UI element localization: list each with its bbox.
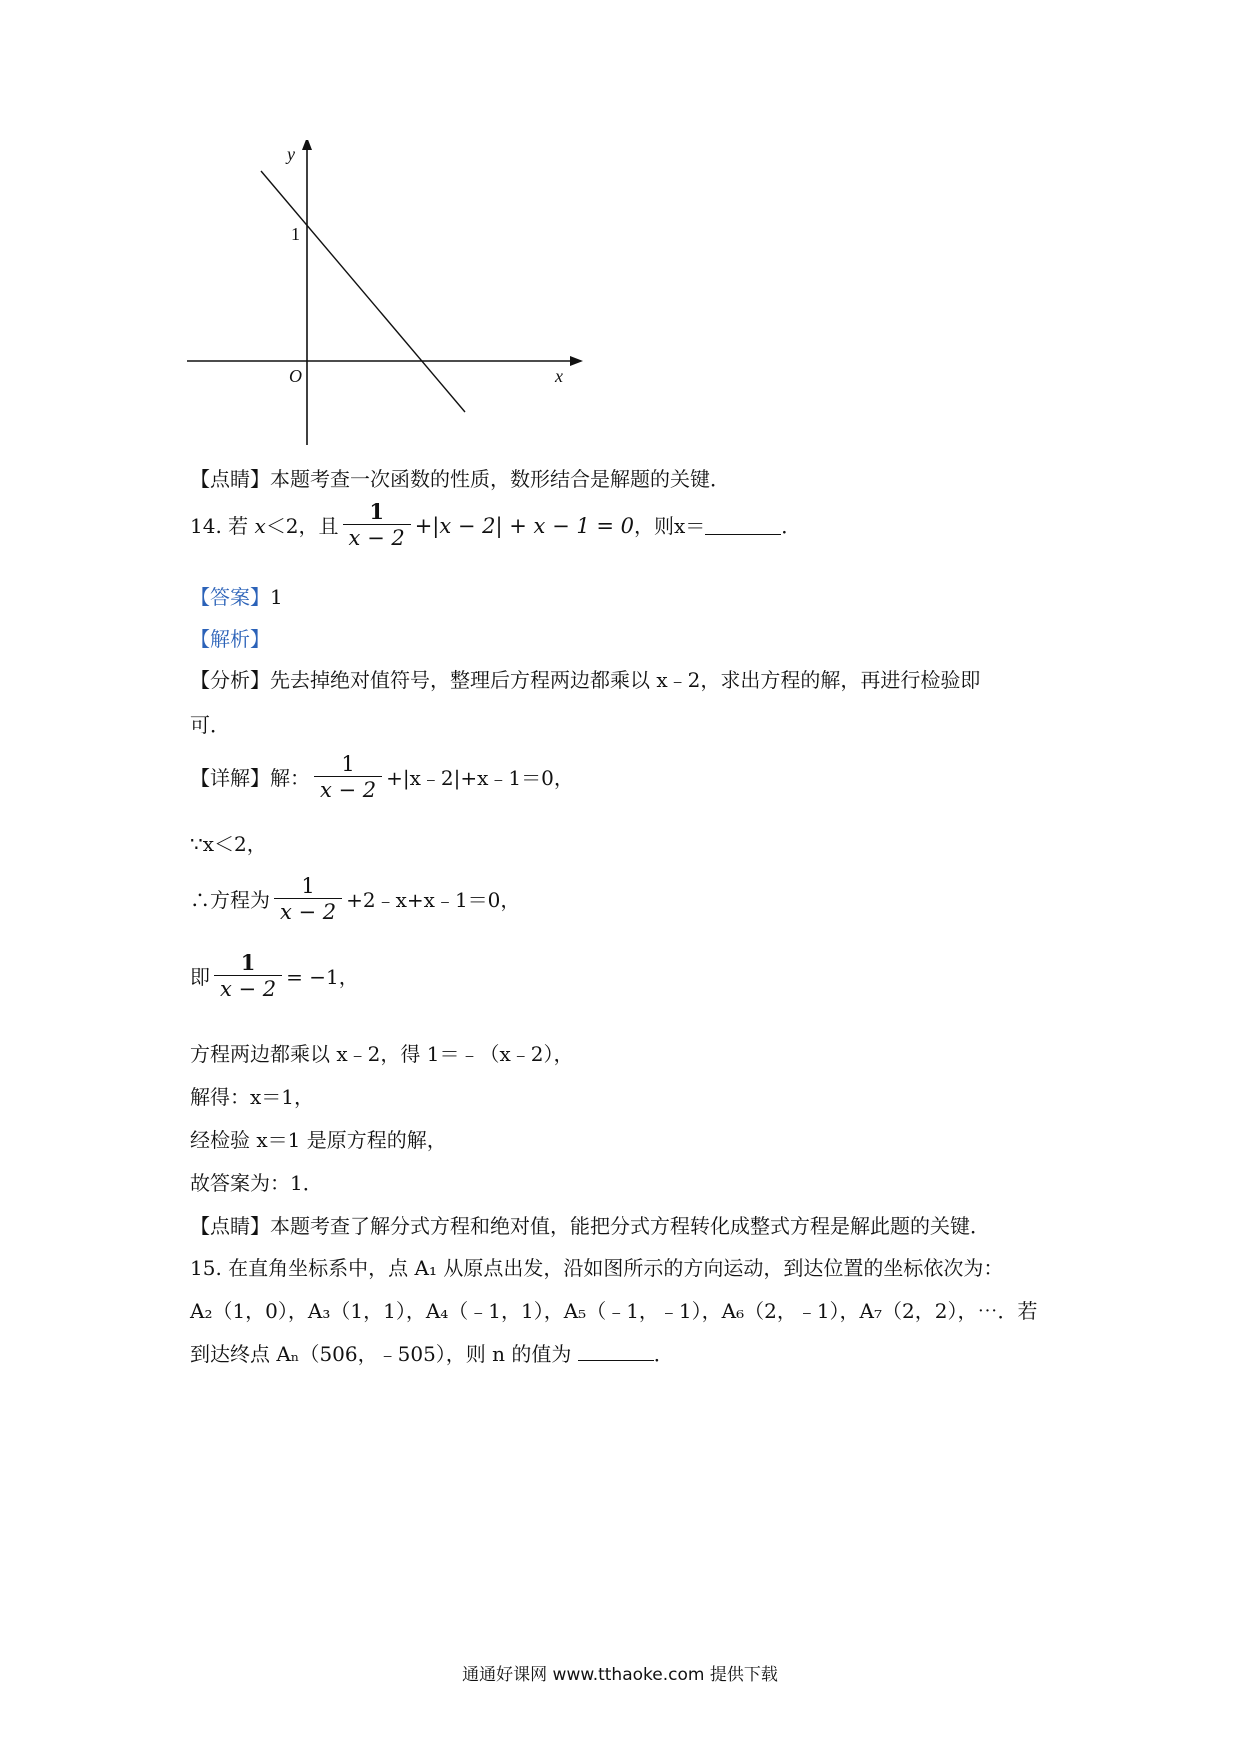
xiangjie-fraction	[314, 752, 382, 803]
fenxi-line-1: 【分析】先去掉绝对值符号，整理后方程两边都乘以 x﹣2，求出方程的解，再进行检验即	[190, 668, 981, 692]
ji-frac-den: x − 2	[220, 977, 277, 1001]
step-answer: 故答案为：1．	[190, 1171, 323, 1195]
answer-value: 1	[270, 585, 283, 609]
jiexi-tag: 【解析】	[190, 627, 270, 651]
xiangjie-frac-den: x − 2	[320, 778, 377, 802]
question-14	[190, 500, 801, 551]
step-multiply: 方程两边都乘以 x﹣2，得 1＝﹣（x﹣2），	[190, 1042, 574, 1066]
ji-line	[190, 951, 359, 1002]
ji-frac-num: 1	[240, 950, 256, 975]
therefore-rest: +2﹣x+x﹣1＝0，	[346, 887, 521, 912]
because-line: ∵x＜2，	[190, 832, 267, 856]
step-check: 经检验 x＝1 是原方程的解，	[190, 1128, 447, 1152]
q14-answer-blank	[705, 516, 781, 535]
q14-cond-var: x	[254, 513, 266, 538]
therefore-frac-num: 1	[301, 874, 315, 898]
y-axis-arrow	[302, 140, 312, 150]
therefore-pre: ∴方程为	[190, 887, 270, 912]
ji-fraction	[214, 951, 282, 1002]
xiangjie-frac-num: 1	[341, 752, 355, 776]
xiangjie-line	[190, 752, 574, 803]
therefore-frac-den: x − 2	[280, 900, 337, 924]
q15-line-3-pre: 到达终点 Aₙ（506，﹣505），则 n 的值为	[190, 1342, 572, 1366]
therefore-line	[190, 874, 520, 925]
line-graph	[185, 140, 585, 450]
q14-pre: 若	[228, 513, 249, 538]
x-axis-arrow	[570, 356, 583, 366]
q14-fraction	[343, 500, 411, 551]
q14-xeq: x＝	[674, 513, 706, 538]
ji-pre: 即	[190, 964, 210, 989]
q15-line-2: A₂（1，0），A₃（1，1），A₄（﹣1，1），A₅（﹣1，﹣1），A₆（2，﹣1），A₇（2，2），⋯．若	[190, 1299, 1038, 1323]
dianjing-13: 【点睛】本题考查一次函数的性质，数形结合是解题的关键．	[190, 467, 730, 491]
ji-rest: = −1，	[286, 964, 359, 989]
q14-lt: ＜2，且	[265, 513, 339, 538]
answer-tag: 【答案】	[190, 585, 270, 609]
q15-line-3-end: ．	[653, 1342, 674, 1366]
fenxi-line-2: 可．	[190, 713, 230, 737]
q15-line-1: 15. 在直角坐标系中，点 A₁ 从原点出发，沿如图所示的方向运动，到达位置的坐标依次为：	[190, 1256, 1004, 1280]
q15-line-3	[190, 1340, 674, 1368]
answer-line	[190, 583, 283, 611]
q15-answer-blank	[578, 1342, 654, 1361]
q14-number: 14.	[190, 513, 222, 538]
q14-then: ，则	[634, 513, 675, 538]
xiangjie-rest: +|x﹣2|+x﹣1＝0，	[386, 765, 574, 790]
x-axis-label: x	[555, 366, 563, 386]
therefore-fraction	[274, 874, 342, 925]
dianjing-14: 【点睛】本题考查了解分式方程和绝对值，能把分式方程转化成整式方程是解此题的关键．	[190, 1214, 990, 1238]
y-axis-label: y	[287, 144, 295, 164]
footer-source: 通通好课网 www.tthaoke.com 提供下载	[462, 1665, 778, 1685]
q14-equation-rest: +|x − 2| + x − 1 = 0	[414, 513, 635, 538]
tick-label-1: 1	[291, 224, 300, 244]
q14-end: ．	[781, 513, 802, 538]
q14-frac-den: x − 2	[348, 526, 405, 550]
xiangjie-pre: 【详解】解：	[190, 765, 310, 790]
step-solve: 解得：x＝1，	[190, 1085, 315, 1109]
q14-frac-num: 1	[369, 499, 384, 524]
origin-label: O	[289, 366, 302, 386]
